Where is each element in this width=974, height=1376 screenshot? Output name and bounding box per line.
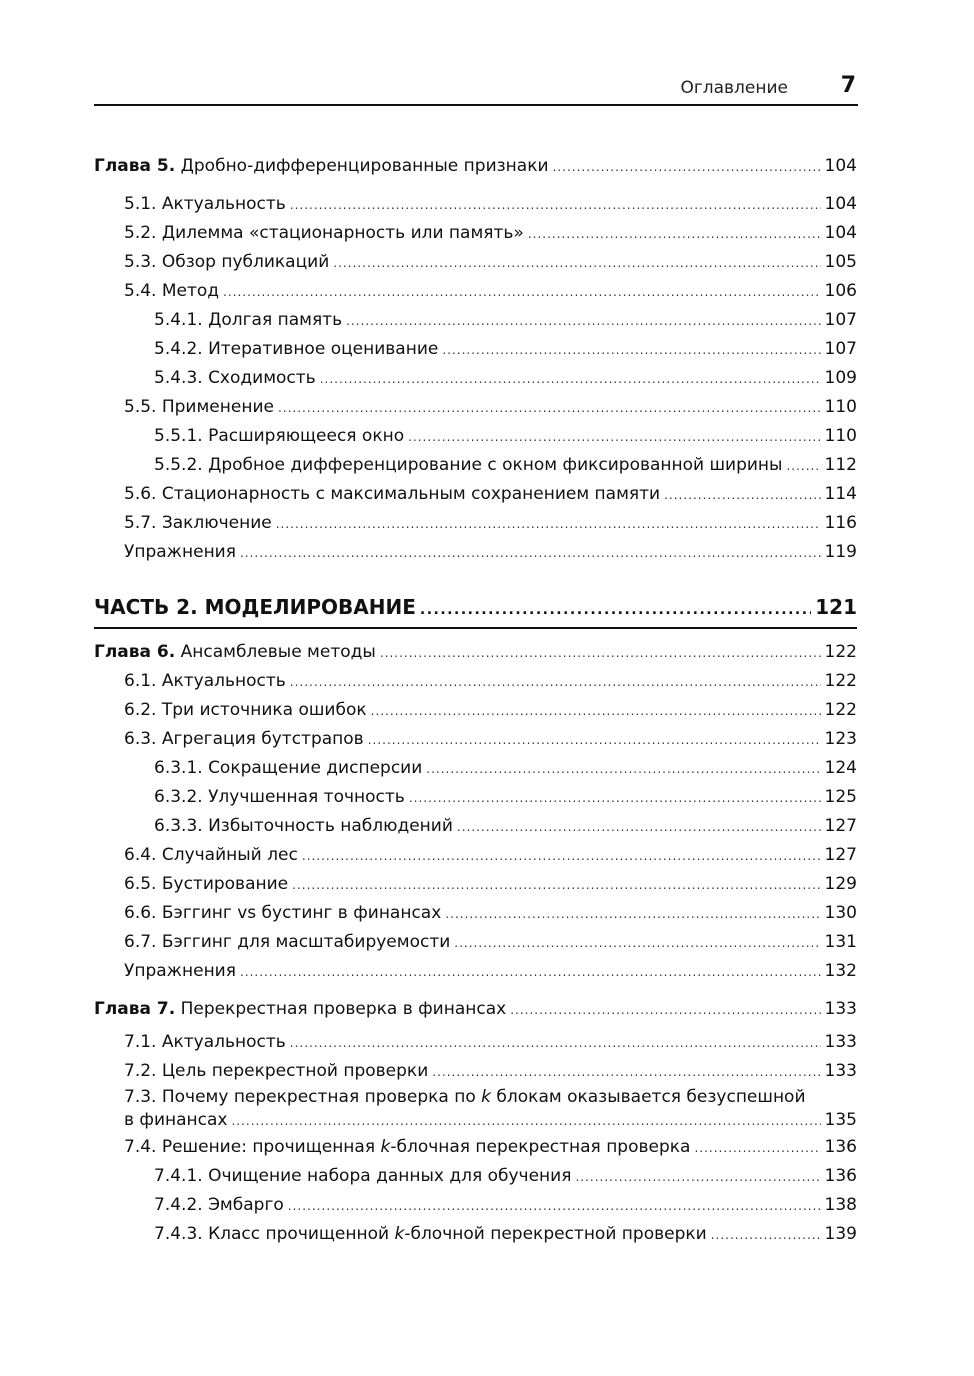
leader-dots xyxy=(320,365,821,394)
toc-entry[interactable] xyxy=(94,1133,857,1162)
leader-dots xyxy=(694,1134,820,1163)
running-title: Оглавление xyxy=(680,78,788,98)
toc-page: 104 xyxy=(824,156,857,176)
toc-label: 6.3.1. Сокращение дисперсии xyxy=(154,758,423,778)
toc-page: 138 xyxy=(824,1195,857,1215)
toc-entry[interactable] xyxy=(94,509,857,538)
toc-label: 5.3. Обзор публикаций xyxy=(124,252,330,272)
toc-page: 129 xyxy=(824,874,857,894)
toc-entry[interactable] xyxy=(94,219,857,248)
toc-entry[interactable] xyxy=(94,1191,857,1220)
toc-label: 7.3. Почему перекрестная проверка по xyxy=(124,1087,482,1107)
toc-page: 133 xyxy=(824,1032,857,1052)
toc-label: 5.4. Метод xyxy=(124,281,220,301)
leader-dots xyxy=(432,1058,820,1087)
toc-entry[interactable] xyxy=(94,667,857,696)
toc-page: 116 xyxy=(824,513,857,533)
toc-label: 6.4. Случайный лес xyxy=(124,845,298,865)
toc-label: 5.7. Заключение xyxy=(124,513,272,533)
toc-page: 125 xyxy=(824,787,857,807)
toc-page: 122 xyxy=(824,642,857,662)
toc-label: -блочной перекрестной проверки xyxy=(404,1224,707,1244)
toc-entry[interactable] xyxy=(94,928,857,957)
leader-dots xyxy=(711,1221,821,1250)
toc-page: 122 xyxy=(824,700,857,720)
toc-label: 5.1. Актуальность xyxy=(124,194,286,214)
k-symbol: k xyxy=(394,1224,405,1244)
running-header xyxy=(94,72,858,106)
toc-entry[interactable] xyxy=(94,306,857,335)
toc-page: 107 xyxy=(824,310,857,330)
toc-label: 5.2. Дилемма «стационарность или память» xyxy=(124,223,524,243)
toc-label: 6.3.2. Улучшенная точность xyxy=(154,787,405,807)
leader-dots xyxy=(240,958,821,987)
leader-dots xyxy=(786,452,820,481)
toc-chapter-6[interactable] xyxy=(94,638,857,667)
toc-entry[interactable] xyxy=(94,480,857,509)
toc-label: 5.5.1. Расширяющееся окно xyxy=(154,426,405,446)
toc-label: 6.5. Бустирование xyxy=(124,874,289,894)
leader-dots xyxy=(290,668,821,697)
toc-part-2[interactable] xyxy=(94,587,857,627)
toc-entry[interactable] xyxy=(94,277,857,306)
toc-page: 135 xyxy=(824,1110,857,1130)
toc-label: 7.1. Актуальность xyxy=(124,1032,286,1052)
toc-label: 7.4.2. Эмбарго xyxy=(154,1195,284,1215)
toc-label: 5.5.2. Дробное дифференцирование с окном фиксированной ширины xyxy=(154,455,783,475)
toc-label: 7.4. Решение: прочищенная xyxy=(124,1137,381,1157)
chapter-number: Глава 5. xyxy=(94,156,176,176)
toc-label: Упражнения xyxy=(124,961,236,981)
toc-label: 6.7. Бэггинг для масштабируемости xyxy=(124,932,451,952)
toc-label: в финансах xyxy=(124,1110,228,1130)
toc-label: 6.3.3. Избыточность наблюдений xyxy=(154,816,453,836)
toc-page: 122 xyxy=(824,671,857,691)
chapter-title: Дробно-дифференцированные признаки xyxy=(180,156,549,176)
toc-label: 5.4.3. Сходимость xyxy=(154,368,316,388)
toc-entry[interactable] xyxy=(94,812,857,841)
toc-page: 131 xyxy=(824,932,857,952)
toc-entry[interactable] xyxy=(94,1028,857,1057)
leader-dots xyxy=(368,726,821,755)
leader-dots xyxy=(445,900,820,929)
chapter-number: Глава 6. xyxy=(94,642,176,662)
toc-page: 104 xyxy=(824,223,857,243)
toc-page: 136 xyxy=(824,1137,857,1157)
toc-page: 124 xyxy=(824,758,857,778)
leader-dots xyxy=(276,510,821,539)
leader-dots xyxy=(278,394,821,423)
toc-page: 119 xyxy=(824,542,857,562)
toc-entry[interactable] xyxy=(94,538,857,567)
leader-dots xyxy=(371,697,821,726)
part-title: ЧАСТЬ 2. МОДЕЛИРОВАНИЕ xyxy=(94,595,416,619)
toc-label: 6.1. Актуальность xyxy=(124,671,286,691)
toc-page: 104 xyxy=(824,194,857,214)
toc-label: 7.2. Цель перекрестной проверки xyxy=(124,1061,429,1081)
toc-entry[interactable] xyxy=(94,190,857,219)
toc-page: 110 xyxy=(824,426,857,446)
page-number: 7 xyxy=(840,73,856,98)
leader-dots xyxy=(292,871,820,900)
toc-chapter-5[interactable] xyxy=(94,152,857,181)
toc-entry[interactable] xyxy=(94,248,857,277)
toc-label: 6.6. Бэггинг vs бустинг в финансах xyxy=(124,903,442,923)
toc-entry-multiline[interactable] xyxy=(94,1086,857,1133)
toc-entry[interactable] xyxy=(94,696,857,725)
toc-entry[interactable] xyxy=(94,870,857,899)
leader-dots xyxy=(528,220,821,249)
toc-page: 136 xyxy=(824,1166,857,1186)
leader-dots xyxy=(346,307,820,336)
toc-label: блокам оказывается безуспешной xyxy=(491,1087,806,1107)
leader-dots xyxy=(457,813,821,842)
toc-label: 5.6. Стационарность с максимальным сохранением памяти xyxy=(124,484,661,504)
leader-dots xyxy=(380,639,821,668)
toc-page: 139 xyxy=(824,1224,857,1244)
toc-page: 114 xyxy=(824,484,857,504)
toc-page: 132 xyxy=(824,961,857,981)
toc-page: 107 xyxy=(824,339,857,359)
toc-page: 112 xyxy=(824,455,857,475)
toc-entry[interactable] xyxy=(94,957,857,986)
leader-dots xyxy=(240,539,821,568)
leader-dots xyxy=(442,336,820,365)
toc-entry[interactable] xyxy=(94,754,857,783)
toc-page: 123 xyxy=(824,729,857,749)
toc-entry[interactable] xyxy=(94,335,857,364)
toc-page: 133 xyxy=(824,999,857,1019)
toc-entry[interactable] xyxy=(94,725,857,754)
toc-entry[interactable] xyxy=(94,899,857,928)
toc-entry[interactable] xyxy=(94,451,857,480)
chapter-title: Перекрестная проверка в финансах xyxy=(180,999,507,1019)
toc-label: 5.4.2. Итеративное оценивание xyxy=(154,339,439,359)
toc-page: 121 xyxy=(815,595,857,619)
leader-dots xyxy=(575,1163,820,1192)
leader-dots xyxy=(408,423,820,452)
toc-label: 5.4.1. Долгая память xyxy=(154,310,343,330)
leader-dots xyxy=(288,1192,821,1221)
table-of-contents xyxy=(94,152,857,1249)
toc-page: 127 xyxy=(824,816,857,836)
toc-entry[interactable] xyxy=(94,393,857,422)
toc-entry[interactable] xyxy=(94,783,857,812)
k-symbol: k xyxy=(481,1087,492,1107)
toc-page: 133 xyxy=(824,1061,857,1081)
k-symbol: k xyxy=(380,1137,391,1157)
leader-dots xyxy=(333,249,820,278)
toc-page: 130 xyxy=(824,903,857,923)
leader-dots xyxy=(553,153,821,182)
chapter-title: Ансамблевые методы xyxy=(180,642,376,662)
toc-page: 105 xyxy=(824,252,857,272)
toc-page: 127 xyxy=(824,845,857,865)
leader-dots xyxy=(223,278,821,307)
toc-entry[interactable] xyxy=(94,1220,857,1249)
toc-entry[interactable] xyxy=(94,422,857,451)
toc-label: 7.4.3. Класс прочищенной xyxy=(154,1224,395,1244)
leader-dots xyxy=(454,929,820,958)
toc-entry[interactable] xyxy=(94,841,857,870)
toc-page: 106 xyxy=(824,281,857,301)
toc-label: 6.2. Три источника ошибок xyxy=(124,700,367,720)
toc-label: 6.3. Агрегация бутстрапов xyxy=(124,729,364,749)
leader-dots xyxy=(290,191,821,220)
toc-label: Упражнения xyxy=(124,542,236,562)
toc-entry[interactable] xyxy=(94,364,857,393)
leader-dots xyxy=(231,1110,820,1133)
leader-dots xyxy=(290,1029,821,1058)
toc-label: -блочная перекрестная проверка xyxy=(390,1137,691,1157)
leader-dots xyxy=(302,842,821,871)
toc-page: 109 xyxy=(824,368,857,388)
leader-dots xyxy=(409,784,821,813)
toc-label: 5.5. Применение xyxy=(124,397,274,417)
toc-page: 110 xyxy=(824,397,857,417)
toc-chapter-7[interactable] xyxy=(94,995,857,1024)
chapter-number: Глава 7. xyxy=(94,999,176,1019)
toc-entry[interactable] xyxy=(94,1057,857,1086)
leader-dots xyxy=(426,755,820,784)
leader-dots xyxy=(420,590,811,630)
leader-dots xyxy=(664,481,820,510)
toc-label: 7.4.1. Очищение набора данных для обучения xyxy=(154,1166,572,1186)
leader-dots xyxy=(510,996,820,1025)
toc-entry[interactable] xyxy=(94,1162,857,1191)
